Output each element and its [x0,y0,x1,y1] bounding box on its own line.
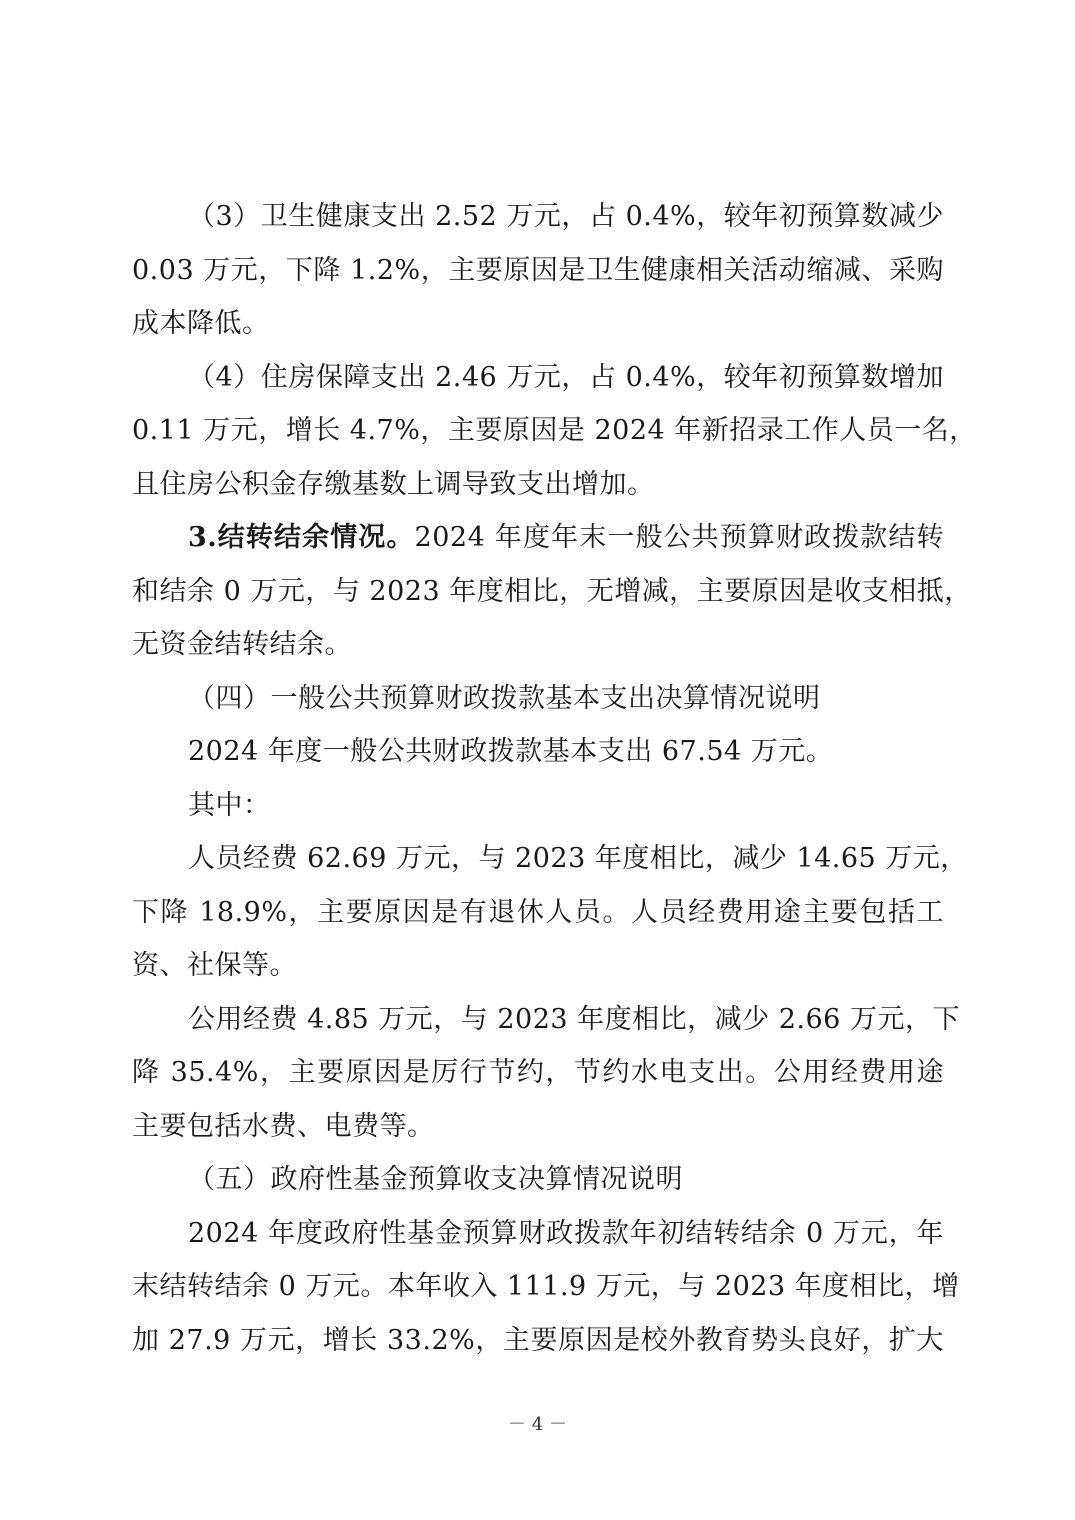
section-heading-government-fund: （五）政府性基金预算收支决算情况说明 [188,1164,683,1195]
text-span: 2024 年度年末一般公共预算财政拨款结转 [414,522,945,553]
text-line: 加 27.9 万元，增长 33.2%，主要原因是校外教育势头良好，扩大 [132,1324,944,1356]
paragraph-health-expenditure [132,190,944,351]
paragraph-carryover [132,511,972,672]
text-line: 资、社保等。 [132,950,297,981]
paragraph-personnel-costs [132,832,968,993]
text-line: 且住房公积金存缴基数上调导致支出增加。 [132,468,655,500]
document-body [132,190,977,1367]
text-line: 2024 年度政府性基金预算财政拨款年初结转结余 0 万元，年 [188,1217,944,1249]
text-line: 2024 年度一般公共财政拨款基本支出 67.54 万元。 [188,736,834,767]
text-line: 下降 18.9%，主要原因是有退休人员。人员经费用途主要包括工 [132,896,944,928]
text-line: 降 35.4%，主要原因是厉行节约，节约水电支出。公用经费用途 [132,1057,944,1088]
text-line: 0.03 万元，下降 1.2%，主要原因是卫生健康相关活动缩减、采购 [132,254,944,286]
text-line: （3）卫生健康支出 2.52 万元，占 0.4%，较年初预算数减少 [188,201,944,232]
text-line: 其中： [188,789,271,821]
text-line: 和结余 0 万元，与 2023 年度相比，无增减，主要原因是收支相抵， [132,575,972,607]
text-line: 主要包括水费、电费等。 [132,1110,435,1142]
text-line [132,511,944,565]
bold-lead-text: 3.结转结余情况。 [188,522,415,553]
section-heading-basic-expenditure: （四）一般公共预算财政拨款基本支出决算情况说明 [188,682,821,714]
text-line: 成本降低。 [132,308,270,339]
text-line: 公用经费 4.85 万元，与 2023 年度相比，减少 2.66 万元，下 [188,1003,960,1035]
paragraph-housing-expenditure [132,351,977,512]
text-line: 末结转结余 0 万元。本年收入 111.9 万元，与 2023 年度相比，增 [132,1271,960,1302]
paragraph-public-costs [132,993,960,1154]
page-number: － 4 － [508,1414,567,1435]
text-line: 无资金结转结余。 [132,629,352,660]
text-line: 0.11 万元，增长 4.7%，主要原因是 2024 年新招录工作人员一名， [132,415,977,446]
paragraph-government-fund [132,1207,960,1368]
text-line: 人员经费 62.69 万元，与 2023 年度相比，减少 14.65 万元， [188,843,968,874]
text-line: （4）住房保障支出 2.46 万元，占 0.4%，较年初预算数增加 [188,361,944,393]
